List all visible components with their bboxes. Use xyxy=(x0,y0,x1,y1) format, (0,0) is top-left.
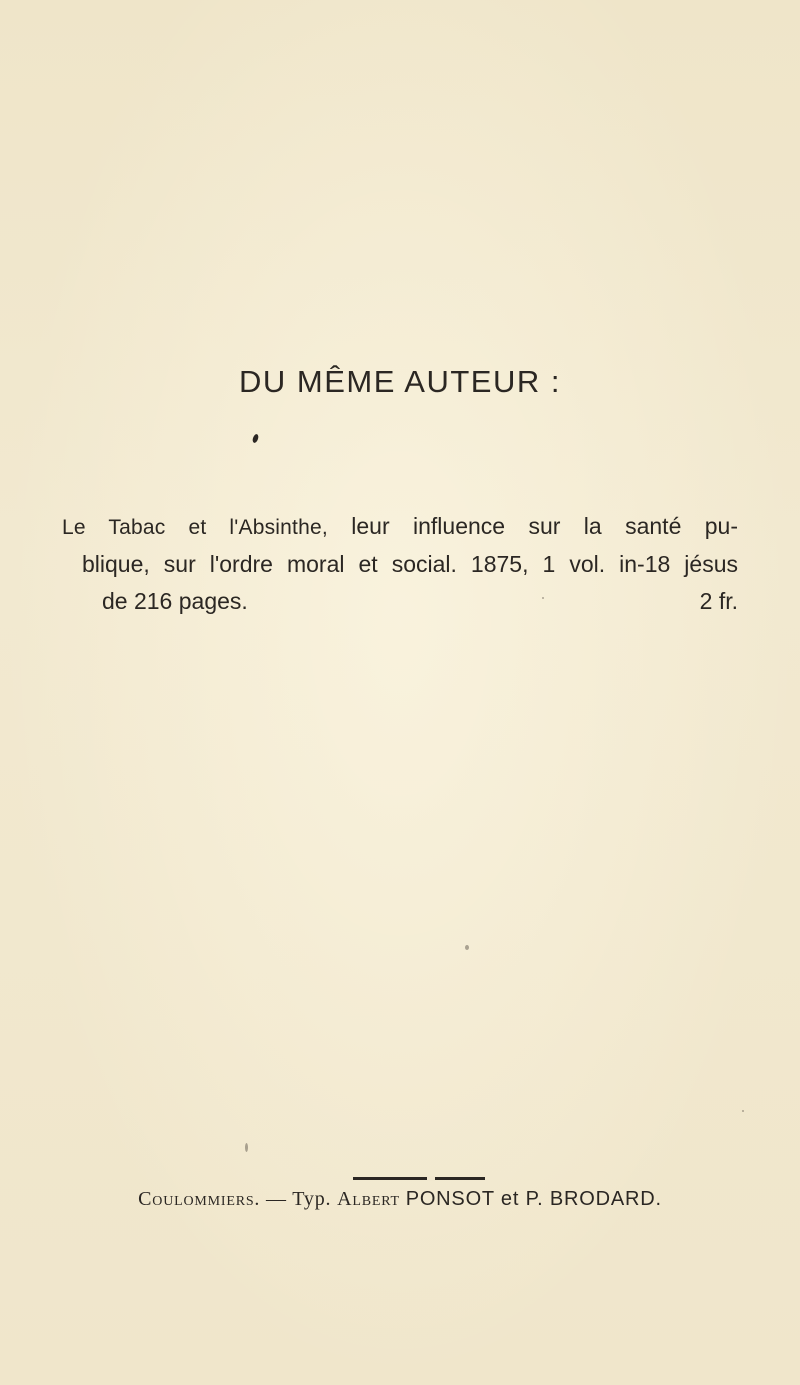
ink-mark xyxy=(252,433,260,443)
printer-rule xyxy=(353,1177,485,1180)
paper-speck xyxy=(742,1110,744,1112)
entry-pages: de 216 pages. xyxy=(102,588,248,614)
imprint-dash: — xyxy=(266,1188,287,1210)
entry-line-1 xyxy=(62,508,738,546)
printer-rule-gap xyxy=(427,1176,435,1181)
paper-speck xyxy=(245,1143,248,1152)
printer-imprint xyxy=(0,1188,800,1211)
entry-line-1-rest: leur influence sur la santé pu- xyxy=(351,513,738,539)
entry-line-3 xyxy=(62,583,738,620)
imprint-typ: Typ. xyxy=(292,1188,332,1210)
entry-line-2: blique, sur l'ordre moral et social. 1875, 1 vol. in-18 jésus xyxy=(82,551,738,577)
paper-speck xyxy=(465,945,469,950)
entry-title: Le Tabac et l'Absinthe, xyxy=(62,516,328,539)
imprint-city: Coulommiers. xyxy=(138,1188,261,1210)
page-heading: DU MÊME AUTEUR : xyxy=(239,364,561,399)
imprint-printer-rest: PONSOT et P. BRODARD. xyxy=(405,1188,662,1210)
paper-speck xyxy=(542,597,544,599)
entry-price: 2 fr. xyxy=(699,588,738,614)
bibliography-entry xyxy=(62,508,738,620)
imprint-printer-first: Albert xyxy=(337,1188,400,1210)
